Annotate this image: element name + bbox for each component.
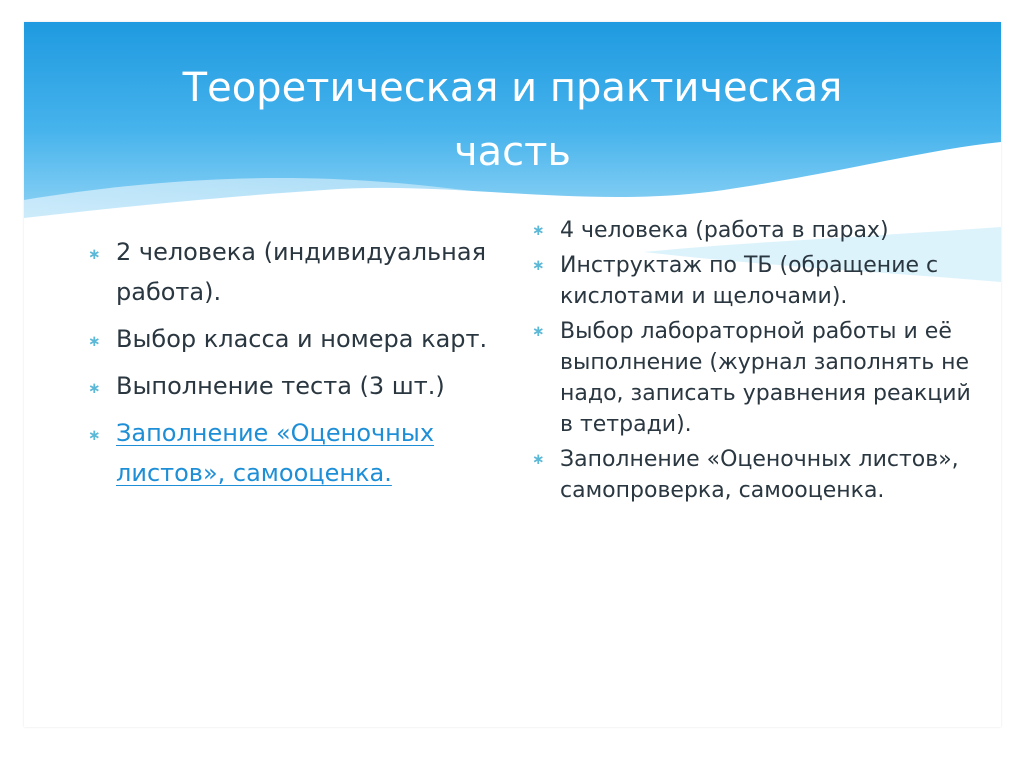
- list-item-text: 4 человека (работа в парах): [560, 218, 889, 243]
- list-item: [88, 366, 488, 406]
- asterisk-icon: ∗: [88, 426, 101, 444]
- asterisk-icon: ∗: [88, 332, 101, 350]
- list-item-text: Выполнение теста (3 шт.): [116, 372, 445, 400]
- asterisk-icon: ∗: [88, 245, 101, 263]
- assessment-sheets-link[interactable]: Заполнение «Оценочных листов», самооценка.: [116, 419, 435, 487]
- list-item-text: Инструктаж по ТБ (обращение с кислотами и щелочами).: [560, 253, 939, 309]
- list-item: [532, 316, 972, 440]
- list-item: [532, 215, 972, 246]
- asterisk-icon: ∗: [88, 379, 101, 397]
- slide: [24, 22, 1001, 727]
- slide-title-line1: Теоретическая и практическая: [182, 65, 843, 111]
- list-item-text: Заполнение «Оценочных листов», самопроверка, самооценка.: [560, 447, 959, 503]
- list-item: [88, 232, 488, 312]
- asterisk-icon: ∗: [532, 256, 545, 274]
- left-column-list: [88, 232, 488, 500]
- list-item: [532, 250, 972, 312]
- asterisk-icon: ∗: [532, 221, 545, 239]
- asterisk-icon: ∗: [532, 322, 545, 340]
- list-item: [88, 319, 488, 359]
- right-column-list: [532, 215, 972, 510]
- slide-title: [84, 56, 941, 184]
- list-item-text: 2 человека (индивидуальная работа).: [116, 238, 487, 306]
- asterisk-icon: ∗: [532, 450, 545, 468]
- slide-title-line2: часть: [453, 129, 571, 175]
- list-item-text: Выбор лабораторной работы и её выполнение (журнал заполнять не надо, записать уравнения реакций в тетради).: [560, 319, 971, 437]
- list-item-text: Выбор класса и номера карт.: [116, 325, 488, 353]
- list-item: [532, 444, 972, 506]
- list-item: [88, 413, 488, 493]
